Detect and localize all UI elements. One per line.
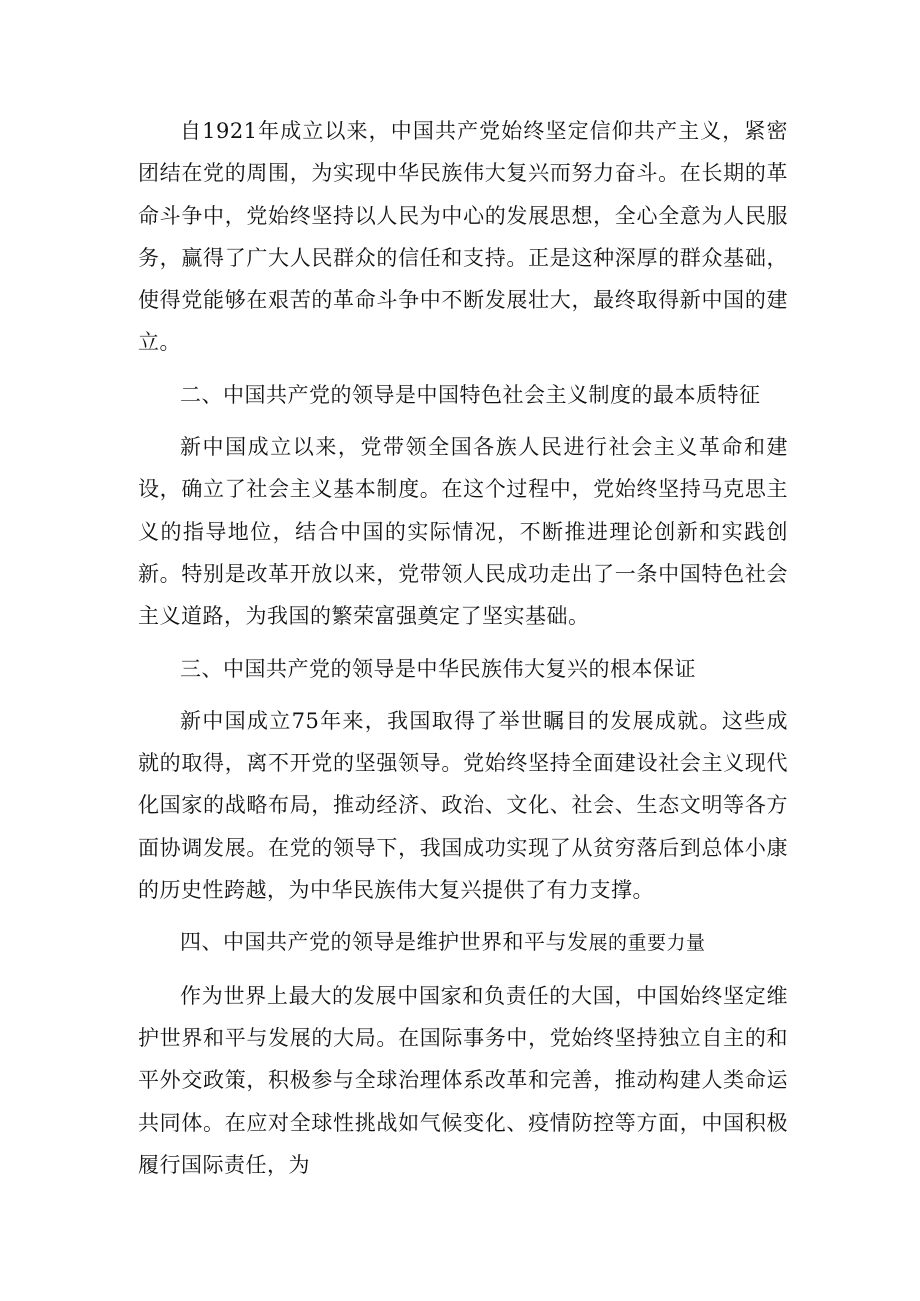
heading-section-four [138,921,788,964]
paragraph-party-founding: 自1921年成立以来，中国共产党始终坚定信仰共产主义，紧密团结在党的周围，为实现中华民族伟大复兴而努力奋斗。在长期的革命斗争中，党始终坚持以人民为中心的发展思想，全心全意为人民服务，赢得了广大人民群众的信任和支持。正是这种深厚的群众基础，使得党能够在艰苦的革命斗争中不断发展壮大，最终取得新中国的建立。 [138,119,788,355]
heading-section-three: 三、中国共产党的领导是中华民族伟大复兴的根本保证 [180,656,696,681]
document-body [138,110,788,1186]
heading-section-four-text: 四、中国共产党的领导是维护世界和平与发 [180,930,589,955]
heading-section-four-tail: 展的重要力量 [588,932,706,955]
paragraph-national-rejuvenation: 新中国成立75年来，我国取得了举世瞩目的发展成就。这些成就的取得，离不开党的坚强领导。党始终坚持全面建设社会主义现代化国家的战略布局，推动经济、政治、文化、社会、生态文明等各方面协调发展。在党的领导下，我国成功实现了从贫穷落后到总体小康的历史性跨越，为中华民族伟大复兴提供了有力支撑。 [138,708,788,903]
paragraph-world-peace: 作为世界上最大的发展中国家和负责任的大国，中国始终坚定维护世界和平与发展的大局。在国际事务中，党始终坚持独立自主的和平外交政策，积极参与全球治理体系改革和完善，推动构建人类命运共同体。在应对全球性挑战如气候变化、疫情防控等方面，中国积极履行国际责任，为 [138,983,788,1177]
heading-section-two: 二、中国共产党的领导是中国特色社会主义制度的最本质特征 [180,382,761,407]
paragraph-socialist-system: 新中国成立以来，党带领全国各族人民进行社会主义革命和建设，确立了社会主义基本制度。在这个过程中，党始终坚持马克思主义的指导地位，结合中国的实际情况，不断推进理论创新和实践创新。特别是改革开放以来，党带领人民成功走出了一条中国特色社会主义道路，为我国的繁荣富强奠定了坚实基础。 [138,435,788,629]
